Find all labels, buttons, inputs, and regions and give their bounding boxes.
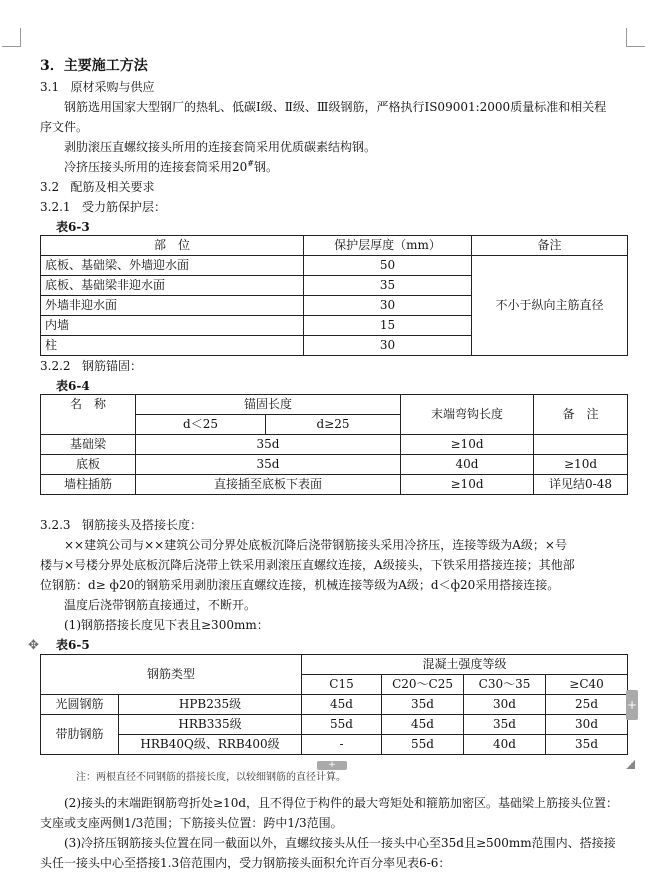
subsection-3-2: 3.2 配筋及相关要求 [40, 180, 155, 194]
table-cell: 墙柱插筋 [41, 475, 136, 495]
table-row [41, 475, 628, 495]
table-cell: 30 [304, 296, 472, 316]
table-header-cell: C15 [302, 675, 382, 695]
table-cell [534, 435, 628, 455]
table-cell: 基础梁 [41, 435, 136, 455]
table-cell: 15 [304, 316, 472, 336]
subsection-3-2-2: 3.2.2 钢筋锚固： [40, 359, 143, 373]
table-cell: 35d [382, 695, 464, 715]
table-header-cell: 混凝土强度等级 [302, 655, 628, 675]
table-6-3-caption: 表6-3 [56, 220, 90, 234]
paragraph-temperature-strip: 温度后浇带钢筋直接通过，不断开。 [64, 598, 257, 612]
table-header-cell: d＜25 [136, 415, 266, 435]
table-cell: 光圆钢筋 [41, 695, 119, 715]
table-cell: 详见结0-48 [534, 475, 628, 495]
table-header-cell: 末端弯钩长度 [401, 395, 534, 435]
table-header-cell: 备 注 [534, 395, 628, 435]
table-header-cell: C20～C25 [382, 675, 464, 695]
table-header-cell: 备注 [472, 236, 628, 256]
table-6-5-caption: 表6-5 [56, 638, 90, 652]
table-cell: ≥10d [534, 455, 628, 475]
table-cell: 外墙非迎水面 [41, 296, 304, 316]
paragraph-joint-line1: ××建筑公司与××建筑公司分界处底板沉降后浇带钢筋接头采用冷挤压，连接等级为A级；×号 [64, 538, 567, 552]
table-header-cell: 部 位 [41, 236, 304, 256]
section-heading: 3．主要施工方法 [40, 58, 148, 74]
table-row [41, 236, 628, 256]
subsection-number: 3.1 [40, 80, 60, 94]
table-cell: 45d [382, 715, 464, 735]
paragraph-joint-area-line2: 头任一接头中心至搭接1.3倍范围内，受力钢筋接头面积允许百分率见表6-6： [40, 856, 451, 870]
subsection-title: 原材采购与供应 [70, 80, 155, 94]
paragraph-joint-line2: 楼与×号楼分界处底板沉降后浇带上铁采用剥滚压直螺纹连接，A级接头，下铁采用搭接连接；其他部 [40, 558, 575, 572]
table-6-3 [40, 235, 628, 356]
subsection-3-2-3: 3.2.3 钢筋接头及搭接长度： [40, 518, 203, 532]
table-cell: 30 [304, 336, 472, 356]
table-cell: 柱 [41, 336, 304, 356]
table-cell: 45d [302, 695, 382, 715]
paragraph-steel-source-line1: 钢筋选用国家大型钢厂的热轧、低碳Ⅰ级、Ⅱ级、Ⅲ级钢筋，严格执行IS09001:2000质量标准和相关程 [64, 100, 607, 114]
table-header-cell: d≥25 [266, 415, 401, 435]
table-cell: 底板 [41, 455, 136, 475]
add-column-icon[interactable]: + [626, 690, 638, 720]
paragraph-joint-position-line1: (2)接头的末端距钢筋弯折处≥10d，且不得位于构件的最大弯矩处和箍筋加密区。基础梁上筋接头位置： [64, 796, 619, 810]
paragraph-joint-position-line2: 支座或支座两侧1/3范围；下筋接头位置：跨中1/3范围。 [40, 816, 343, 830]
table-6-5 [40, 654, 628, 755]
subsection-3-1 [40, 78, 155, 95]
table-cell: 内墙 [41, 316, 304, 336]
table-row [41, 256, 628, 276]
table-cell: 40d [401, 455, 534, 475]
table-cell: 35d [464, 715, 546, 735]
add-row-icon[interactable]: + [317, 761, 347, 770]
table-cell: 25d [546, 695, 628, 715]
table-row [41, 395, 628, 415]
crop-mark-top-right [626, 28, 645, 47]
table-row [41, 695, 628, 715]
table-header-cell: 钢筋类型 [41, 655, 302, 695]
table-header-cell: ≥C40 [546, 675, 628, 695]
paragraph-lap-length: (1)钢筋搭接长度见下表且≥300mm： [64, 618, 269, 632]
table-row [41, 655, 628, 675]
table-cell: 35 [304, 276, 472, 296]
paragraph-joint-area-line1: (3)冷挤压钢筋接头位置在同一截面以外，直螺纹接头从任一接头中心至35d且≥500mm范围内、搭接接 [64, 836, 616, 850]
table-header-cell: 保护层厚度（mm） [304, 236, 472, 256]
table-cell: HPB235级 [119, 695, 302, 715]
table-header-cell: 名 称 [41, 395, 136, 435]
table-cell: 底板、基础梁非迎水面 [41, 276, 304, 296]
table-header-cell: C30～35 [464, 675, 546, 695]
table-row [41, 715, 628, 735]
paragraph-sleeve-material: 剥肋滚压直螺纹接头所用的连接套筒采用优质碳素结构钢。 [64, 140, 377, 154]
table-cell: 50 [304, 256, 472, 276]
table-cell: 35d [136, 435, 401, 455]
table-cell: 55d [302, 715, 382, 735]
table-cell: 55d [382, 735, 464, 755]
table-move-handle-icon[interactable]: ✥ [28, 638, 39, 653]
subsection-3-2-1: 3.2.1 受力筋保护层： [40, 200, 167, 214]
table-row [41, 435, 628, 455]
crop-mark-top-left [2, 28, 21, 47]
table-row [41, 455, 628, 475]
table-cell: 带肋钢筋 [41, 715, 119, 755]
table-resize-icon[interactable] [626, 760, 635, 769]
paragraph-steel-source-line2: 序文件。 [40, 120, 89, 134]
table-6-4-caption: 表6-4 [56, 379, 90, 393]
table-cell: ≥10d [401, 435, 534, 455]
table-cell: 35d [136, 455, 401, 475]
table-cell: 40d [464, 735, 546, 755]
table-note: 注：两根直径不同钢筋的搭接长度，以较细钢筋的直径计算。 [76, 772, 346, 783]
table-cell-remark: 不小于纵向主筋直径 [472, 256, 628, 356]
paragraph-joint-line3: 位钢筋：d≥ ф20的钢筋采用剥肋滚压直螺纹连接，机械连接等级为A级；d＜ф20采用搭接连接。 [40, 578, 560, 592]
table-cell: 35d [546, 735, 628, 755]
table-cell: - [302, 735, 382, 755]
table-row [41, 735, 628, 755]
table-cell: 直接插至底板下表面 [136, 475, 401, 495]
table-cell: 底板、基础梁、外墙迎水面 [41, 256, 304, 276]
table-cell: 30d [464, 695, 546, 715]
paragraph-cold-extrusion-sleeve: 冷挤压接头所用的连接套筒采用20#钢。 [64, 159, 278, 174]
table-cell: ≥10d [401, 475, 534, 495]
table-cell: HRB335级 [119, 715, 302, 735]
table-cell: HRB40Q级、RRB400级 [119, 735, 302, 755]
table-header-cell: 锚固长度 [136, 395, 401, 415]
table-cell: 30d [546, 715, 628, 735]
table-6-4 [40, 394, 628, 495]
